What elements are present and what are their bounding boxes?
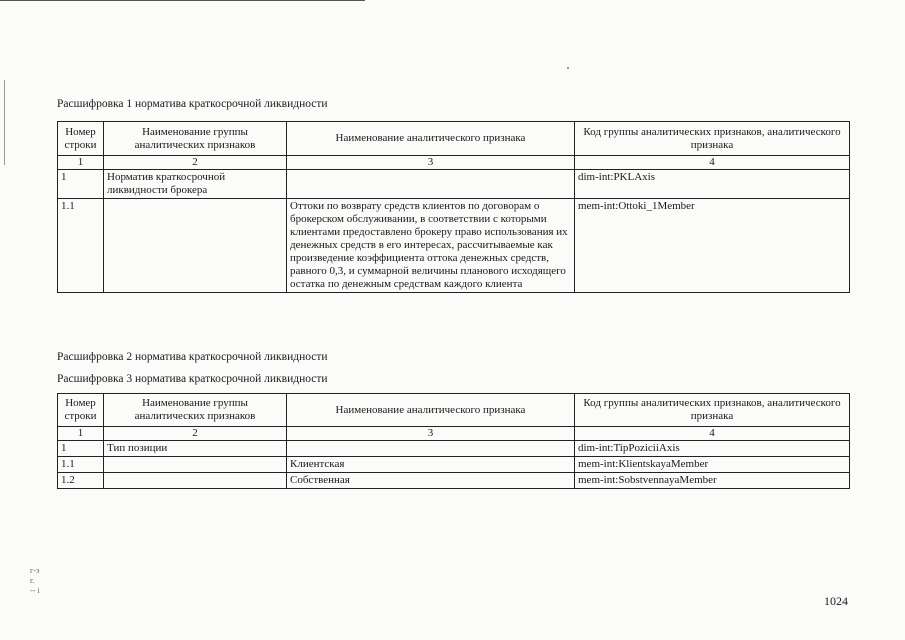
header-cell: Наименование группы аналитических признаков bbox=[104, 394, 287, 427]
code: dim-int:PKLAxis bbox=[575, 170, 850, 199]
column-number: 4 bbox=[575, 156, 850, 170]
header-cell: Номер строки bbox=[58, 394, 104, 427]
column-number-row bbox=[58, 156, 850, 170]
feature-name bbox=[287, 170, 575, 199]
column-number: 1 bbox=[58, 156, 104, 170]
scan-edge-line bbox=[4, 80, 5, 165]
column-number: 1 bbox=[58, 427, 104, 441]
column-number: 4 bbox=[575, 427, 850, 441]
row-number: 1.2 bbox=[58, 473, 104, 489]
table-row bbox=[58, 457, 850, 473]
group-name bbox=[104, 457, 287, 473]
row-number: 1 bbox=[58, 170, 104, 199]
group-name bbox=[104, 473, 287, 489]
table-row bbox=[58, 473, 850, 489]
section2-caption: Расшифровка 2 норматива краткосрочной ликвидности bbox=[57, 351, 328, 363]
column-number: 3 bbox=[287, 427, 575, 441]
column-number-row bbox=[58, 427, 850, 441]
header-cell: Номер строки bbox=[58, 122, 104, 156]
table-header-row bbox=[58, 394, 850, 427]
top-rule bbox=[0, 0, 365, 1]
table-row bbox=[58, 199, 850, 293]
header-cell: Наименование аналитического признака bbox=[287, 394, 575, 427]
code: mem-int:Ottoki_1Member bbox=[575, 199, 850, 293]
code: mem-int:SobstvennayaMember bbox=[575, 473, 850, 489]
page-number: 1024 bbox=[824, 594, 848, 608]
feature-name bbox=[287, 441, 575, 457]
code: mem-int:KlientskayaMember bbox=[575, 457, 850, 473]
header-cell: Код группы аналитических признаков, аналитического признака bbox=[575, 394, 850, 427]
feature-name: Оттоки по возврату средств клиентов по договорам о брокерском обслуживании, в соответствии с которыми клиентами предоставлено брокеру право использования их денежных средств в его интересах, рассчитываемые как произведение коэффициента оттока денежных средств, равного 0,3, и суммарной величины планового исходящего остатка по денежным средствам каждого клиента bbox=[287, 199, 575, 293]
table-row bbox=[58, 170, 850, 199]
column-number: 2 bbox=[104, 427, 287, 441]
margin-stamp: г-э г. -- і bbox=[30, 566, 40, 595]
group-name bbox=[104, 199, 287, 293]
code: dim-int:TipPoziciiAxis bbox=[575, 441, 850, 457]
group-name: Норматив краткосрочной ликвидности брокера bbox=[104, 170, 287, 199]
row-number: 1.1 bbox=[58, 199, 104, 293]
header-cell: Наименование аналитического признака bbox=[287, 122, 575, 156]
column-number: 3 bbox=[287, 156, 575, 170]
feature-name: Собственная bbox=[287, 473, 575, 489]
section3-caption: Расшифровка 3 норматива краткосрочной ликвидности bbox=[57, 373, 328, 385]
header-cell: Наименование группы аналитических признаков bbox=[104, 122, 287, 156]
header-cell: Код группы аналитических признаков, аналитического признака bbox=[575, 122, 850, 156]
table-row bbox=[58, 441, 850, 457]
row-number: 1.1 bbox=[58, 457, 104, 473]
section1-table bbox=[57, 121, 850, 293]
group-name: Тип позиции bbox=[104, 441, 287, 457]
section1-caption: Расшифровка 1 норматива краткосрочной ликвидности bbox=[57, 98, 328, 110]
table-header-row bbox=[58, 122, 850, 156]
column-number: 2 bbox=[104, 156, 287, 170]
feature-name: Клиентская bbox=[287, 457, 575, 473]
section3-table bbox=[57, 393, 850, 489]
scan-speck bbox=[567, 67, 569, 69]
row-number: 1 bbox=[58, 441, 104, 457]
